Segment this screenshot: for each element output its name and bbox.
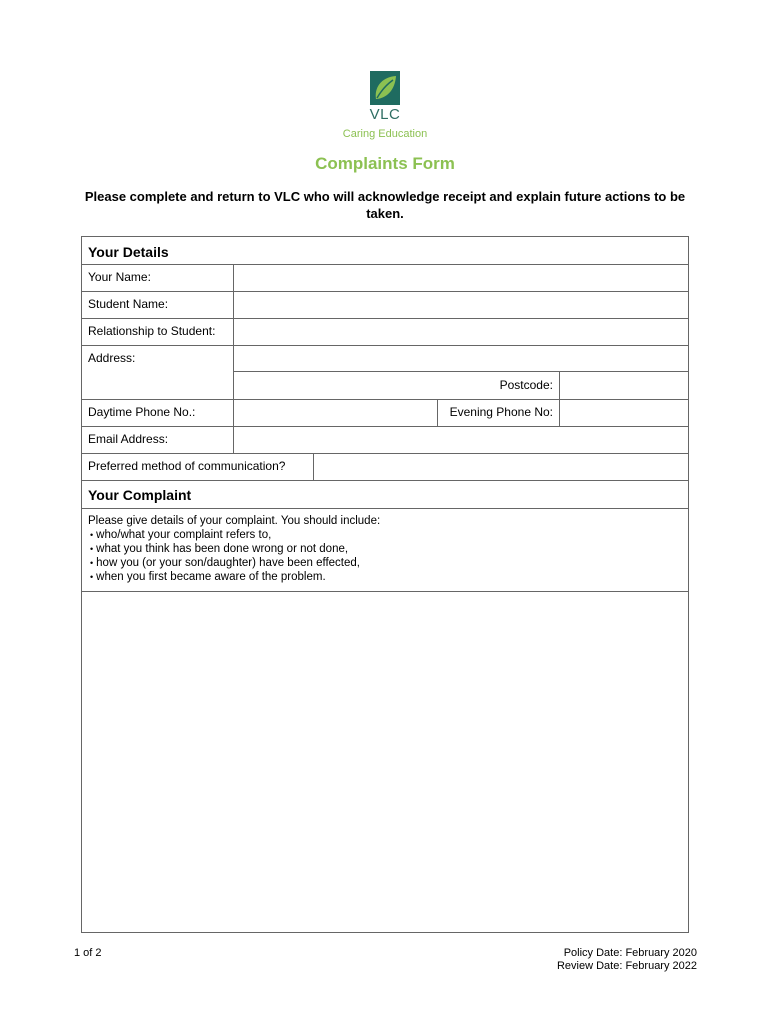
your-name-label: Your Name: xyxy=(88,270,151,284)
daytime-phone-field[interactable] xyxy=(233,399,437,426)
page-number: 1 of 2 xyxy=(74,947,102,959)
logo-name: VLC xyxy=(369,106,401,123)
your-details-header xyxy=(82,237,688,265)
leaf-icon xyxy=(370,71,400,105)
instructions-list xyxy=(88,528,380,584)
postcode-label: Postcode: xyxy=(233,372,559,399)
email-field[interactable] xyxy=(233,426,688,453)
preferred-method-field[interactable] xyxy=(313,453,688,480)
instructions-intro: Please give details of your complaint. You should include: xyxy=(88,515,381,527)
evening-phone-field[interactable] xyxy=(559,399,688,426)
logo-tagline: Caring Education xyxy=(342,128,428,140)
address-label: Address: xyxy=(88,351,136,365)
address-row xyxy=(82,345,688,400)
email-label: Email Address: xyxy=(88,432,169,446)
your-complaint-header xyxy=(82,480,688,509)
email-row xyxy=(82,426,688,454)
your-name-field[interactable] xyxy=(233,264,688,291)
instructions-text xyxy=(88,514,380,584)
student-name-row xyxy=(82,291,688,319)
preferred-method-label: Preferred method of communication? xyxy=(88,459,286,473)
student-name-field[interactable] xyxy=(233,291,688,318)
list-item: • what you think has been done wrong or not done, xyxy=(98,542,380,556)
your-complaint-heading: Your Complaint xyxy=(88,487,192,503)
your-name-row xyxy=(82,264,688,292)
policy-date: Policy Date: February 2020 xyxy=(563,947,697,959)
preferred-method-row xyxy=(82,453,688,481)
complaints-form xyxy=(81,236,689,933)
phone-row xyxy=(82,399,688,427)
relationship-row xyxy=(82,318,688,346)
complaint-details-field[interactable] xyxy=(82,592,688,932)
daytime-phone-label: Daytime Phone No.: xyxy=(88,405,196,419)
address-field-line1[interactable] xyxy=(233,345,688,372)
your-details-heading: Your Details xyxy=(88,244,169,260)
intro-text: Please complete and return to VLC who will acknowledge receipt and explain future actions to be taken. xyxy=(84,189,686,221)
list-item: • when you first became aware of the problem. xyxy=(98,570,380,584)
complaint-instructions xyxy=(82,508,688,592)
relationship-label: Relationship to Student: xyxy=(88,324,216,338)
relationship-field[interactable] xyxy=(233,318,688,345)
review-date: Review Date: February 2022 xyxy=(556,960,697,972)
list-item: • who/what your complaint refers to, xyxy=(98,528,380,542)
page-title: Complaints Form xyxy=(315,154,455,173)
evening-phone-label: Evening Phone No: xyxy=(437,399,559,426)
student-name-label: Student Name: xyxy=(88,297,169,311)
postcode-field[interactable] xyxy=(559,372,688,399)
list-item: • how you (or your son/daughter) have been effected, xyxy=(98,556,380,570)
footer-dates xyxy=(557,947,697,973)
